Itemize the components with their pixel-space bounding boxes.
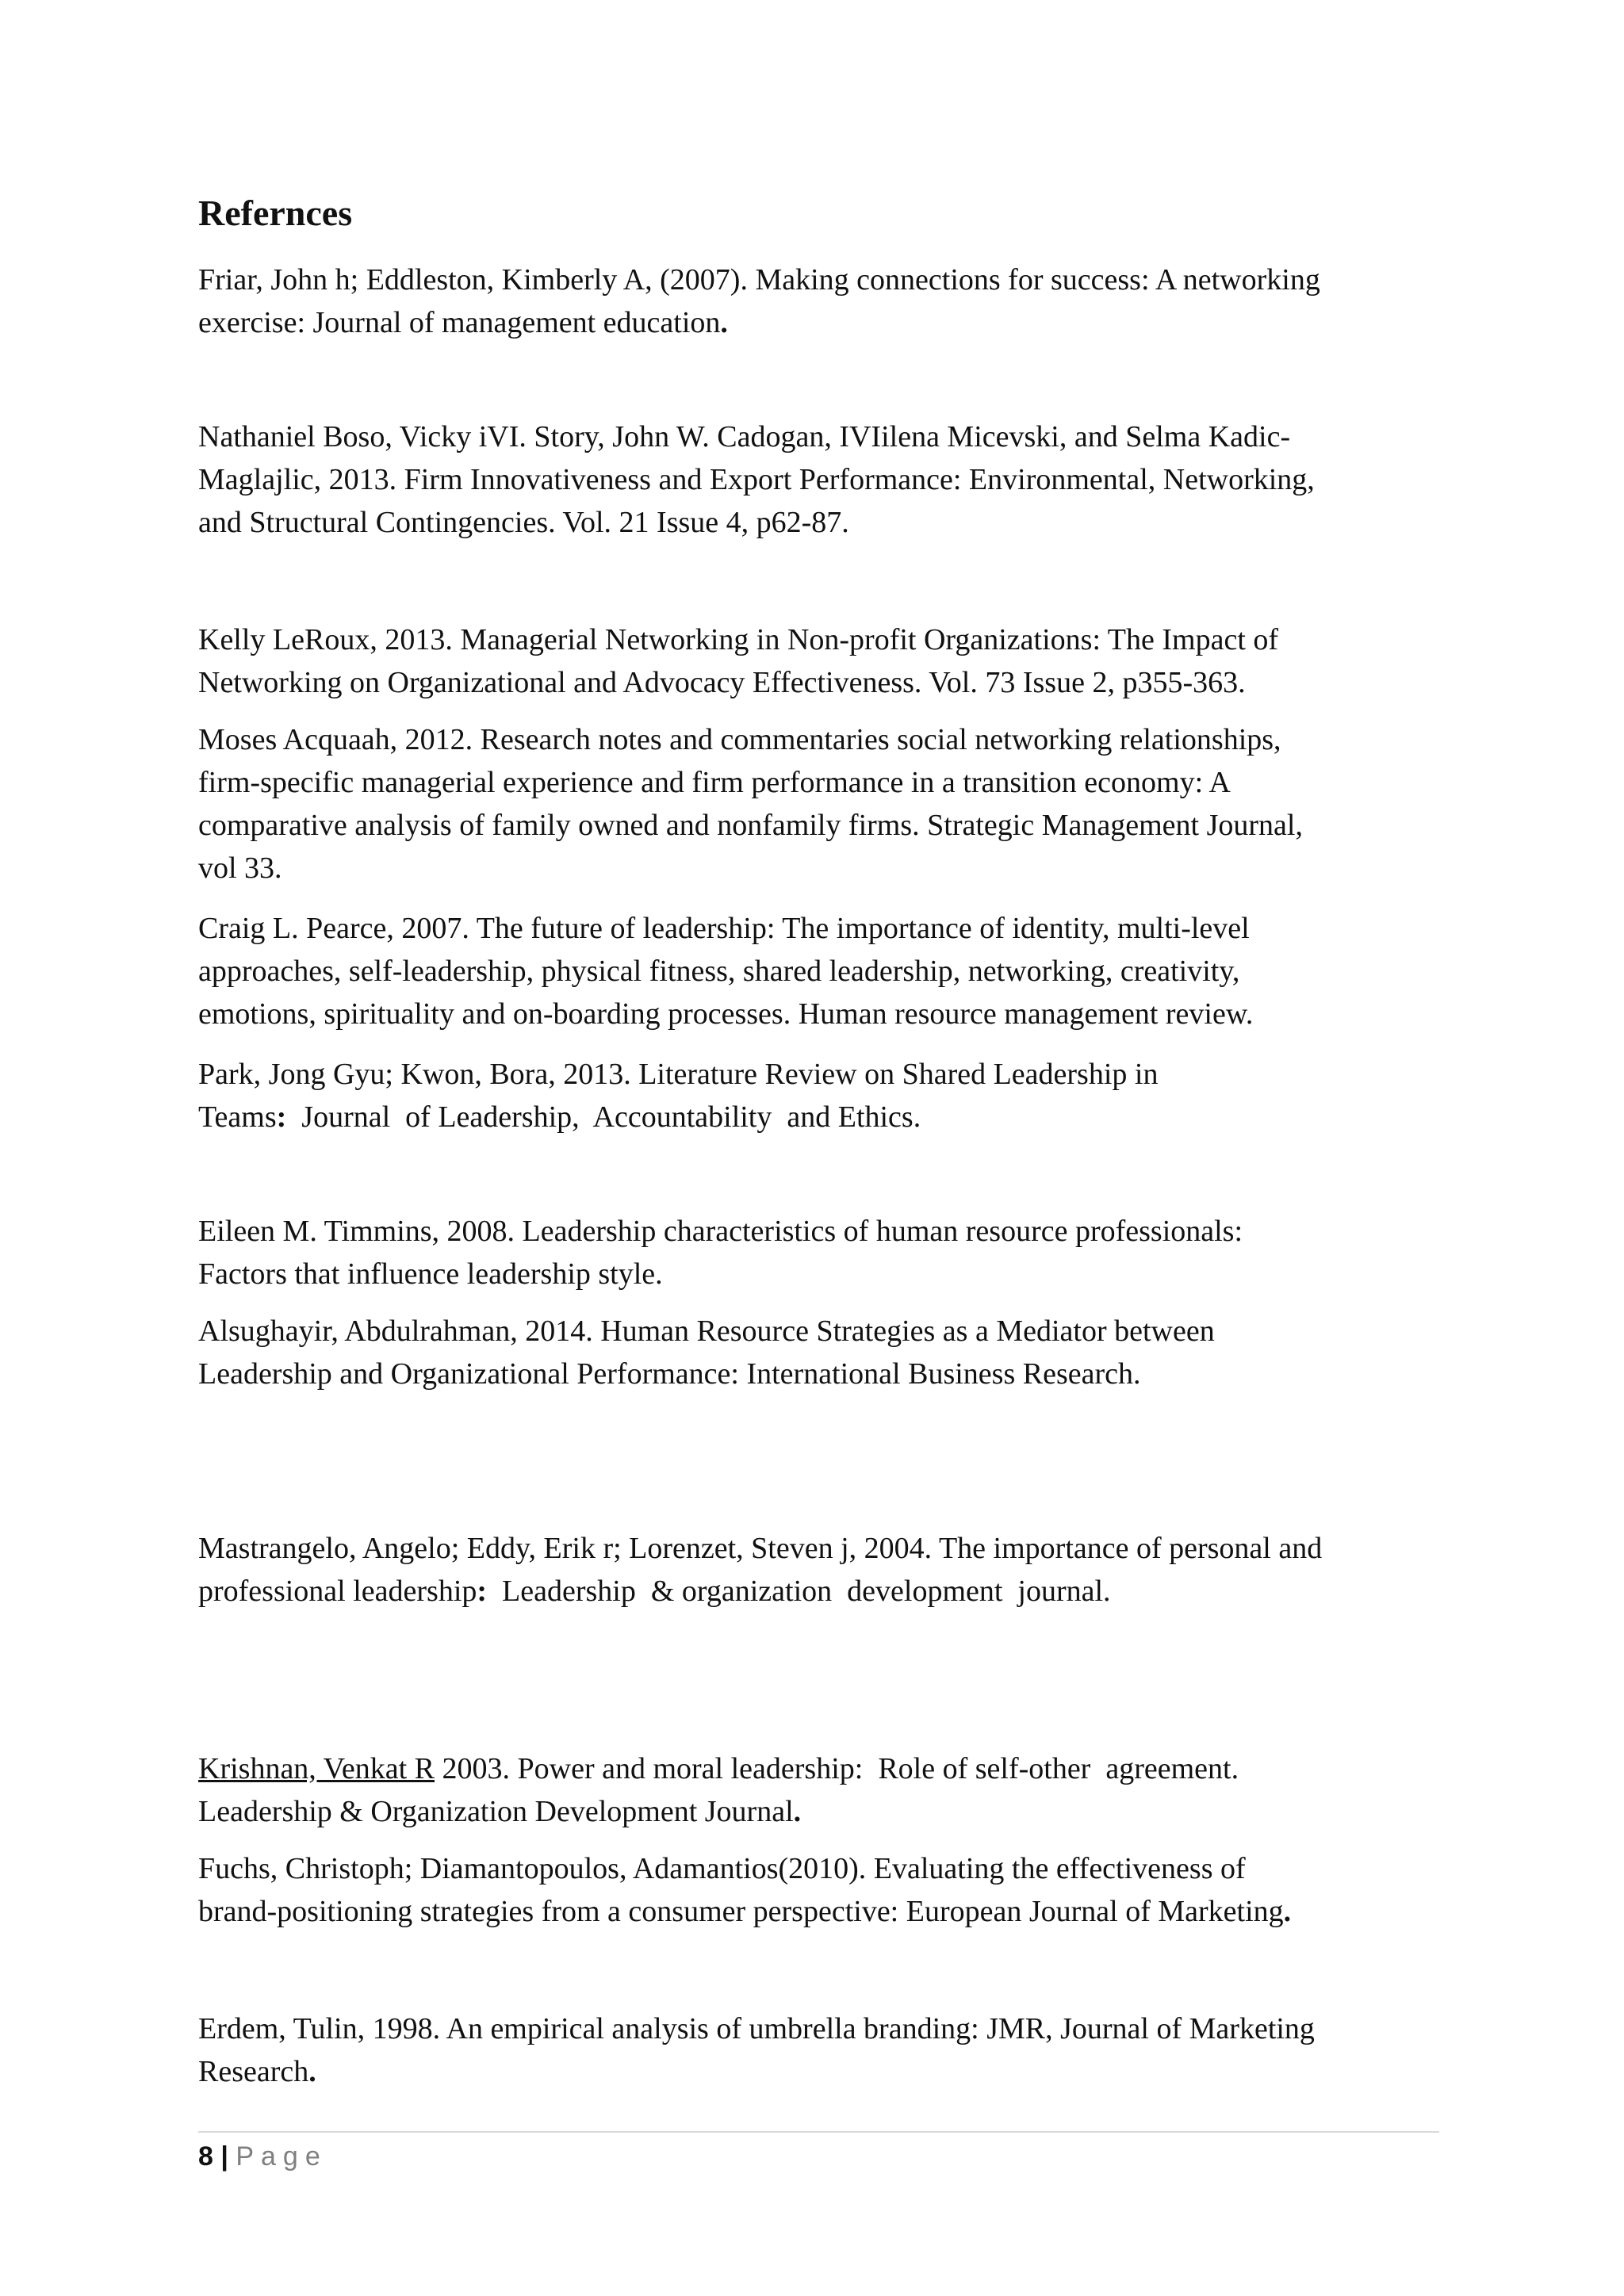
footer-separator: | <box>220 2141 228 2172</box>
reference-line: Leadership & Organization Development Journal. <box>198 1795 802 1828</box>
reference-entry <box>198 1210 1435 1295</box>
reference-line: approaches, self-leadership, physical fitness, shared leadership, networking, creativity, <box>198 955 1240 988</box>
reference-entry <box>198 2007 1435 2093</box>
page-label: Page <box>236 2141 327 2172</box>
reference-entry <box>198 907 1435 1035</box>
reference-entry <box>198 1053 1435 1138</box>
reference-line: Networking on Organizational and Advocacy Effectiveness. Vol. 73 Issue 2, p355-363. <box>198 666 1246 699</box>
reference-entry <box>198 415 1435 544</box>
reference-entry <box>198 618 1435 704</box>
reference-line: Friar, John h; Eddleston, Kimberly A, (2007). Making connections for success: A networking <box>198 263 1320 297</box>
reference-entry <box>198 1527 1435 1613</box>
reference-line: Eileen M. Timmins, 2008. Leadership characteristics of human resource professionals: <box>198 1215 1243 1248</box>
references-heading: Refernces <box>198 193 353 233</box>
reference-line: Erdem, Tulin, 1998. An empirical analysis of umbrella branding: JMR, Journal of Marketing <box>198 2012 1315 2045</box>
reference-line: firm-specific managerial experience and firm performance in a transition economy: A <box>198 766 1231 799</box>
reference-line: Craig L. Pearce, 2007. The future of leadership: The importance of identity, multi-level <box>198 912 1250 945</box>
reference-line: Nathaniel Boso, Vicky iVI. Story, John W. Cadogan, IVIilena Micevski, and Selma Kadic- <box>198 420 1291 453</box>
reference-line: Kelly LeRoux, 2013. Managerial Networking in Non-profit Organizations: The Impact of <box>198 623 1279 656</box>
reference-line: Teams: Journal of Leadership, Accountability and Ethics. <box>198 1100 921 1134</box>
reference-entry <box>198 258 1435 344</box>
reference-line: professional leadership: Leadership & organization development journal. <box>198 1575 1111 1608</box>
reference-entry <box>198 1747 1435 1833</box>
reference-entry <box>198 1310 1435 1395</box>
reference-line: brand-positioning strategies from a consumer perspective: European Journal of Marketing. <box>198 1895 1292 1928</box>
author-link[interactable]: Krishnan, Venkat R <box>198 1752 435 1785</box>
reference-line: Research. <box>198 2055 316 2088</box>
reference-entry <box>198 718 1435 890</box>
reference-line: Park, Jong Gyu; Kwon, Bora, 2013. Literature Review on Shared Leadership in <box>198 1058 1159 1091</box>
reference-line: Mastrangelo, Angelo; Eddy, Erik r; Lorenzet, Steven j, 2004. The importance of personal and <box>198 1532 1323 1565</box>
reference-line: emotions, spirituality and on-boarding processes. Human resource management review. <box>198 997 1254 1031</box>
reference-line: exercise: Journal of management education. <box>198 306 728 339</box>
reference-line: vol 33. <box>198 851 282 885</box>
reference-line: Maglajlic, 2013. Firm Innovativeness and Export Performance: Environmental, Networking, <box>198 463 1315 496</box>
reference-line: and Structural Contingencies. Vol. 21 Issue 4, p62-87. <box>198 506 849 539</box>
reference-line: Moses Acquaah, 2012. Research notes and commentaries social networking relationships, <box>198 723 1281 756</box>
reference-line: Krishnan, Venkat R 2003. Power and moral leadership: Role of self-other agreement. <box>198 1752 1239 1785</box>
reference-line: Fuchs, Christoph; Diamantopoulos, Adamantios(2010). Evaluating the effectiveness of <box>198 1852 1246 1885</box>
reference-entry <box>198 1847 1435 1933</box>
page-number: 8 <box>198 2141 213 2172</box>
reference-line: Alsughayir, Abdulrahman, 2014. Human Resource Strategies as a Mediator between <box>198 1314 1215 1348</box>
footer-divider <box>198 2131 1439 2133</box>
page-footer <box>198 2139 327 2174</box>
reference-line: Leadership and Organizational Performance: International Business Research. <box>198 1357 1141 1391</box>
reference-line: comparative analysis of family owned and nonfamily firms. Strategic Management Journal, <box>198 809 1303 842</box>
reference-line: Factors that influence leadership style. <box>198 1257 663 1291</box>
